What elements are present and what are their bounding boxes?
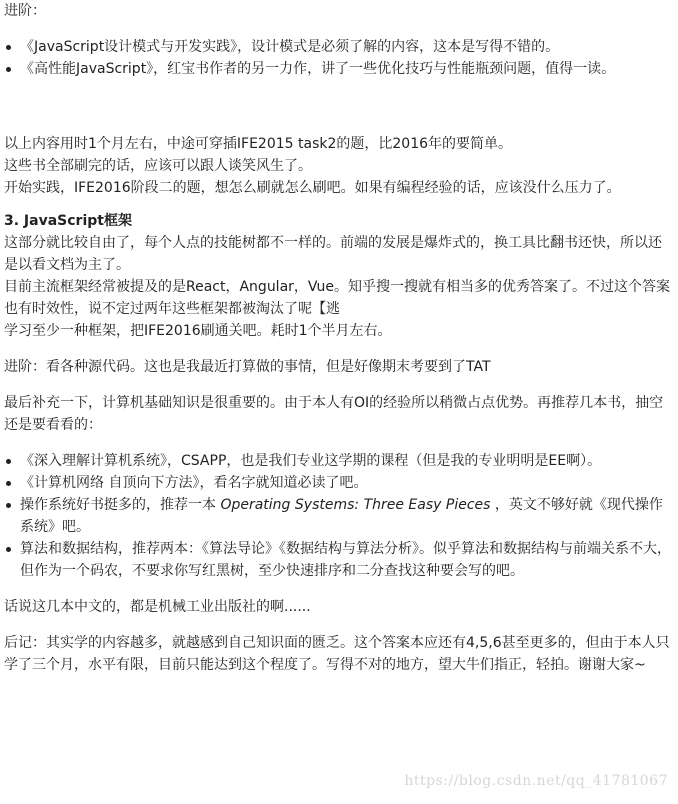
- paragraph: 进阶：看各种源代码。这也是我最近打算做的事情，但是好像期末考要到了TAT: [4, 359, 491, 375]
- spacer: [4, 378, 672, 392]
- paragraph: 话说这几本中文的，都是机械工业出版社的啊......: [4, 599, 311, 615]
- watermark: https://blog.csdn.net/qq_41781067: [404, 773, 668, 789]
- spacer: [4, 199, 672, 210]
- cs-book-list: [4, 450, 672, 582]
- spacer: [4, 618, 672, 632]
- list-item: 《高性能JavaScript》，红宝书作者的另一力作，讲了一些优化技巧与性能瓶颈问题，值得一读。: [4, 58, 672, 80]
- summary-line: 这些书全部刷完的话，应该可以跟人谈笑风生了。: [4, 158, 312, 174]
- advanced-book-list: [4, 36, 672, 80]
- list-item: 《JavaScript设计模式与开发实践》，设计模式是必须了解的内容，这本是写得不错的。: [4, 36, 672, 58]
- list-item: [4, 494, 672, 538]
- list-item-text: ，英文不够好就《现代操作系统》吧。: [20, 497, 663, 535]
- summary-line: 以上内容用时1个月左右，中途可穿插IFE2015 task2的题，比2016年的要简单。: [4, 136, 513, 152]
- list-item: 《计算机网络 自顶向下方法》，看名字就知道必读了吧。: [4, 472, 672, 494]
- spacer: [4, 436, 672, 450]
- afterword: 后记：其实学的内容越多，就越感到自己知识面的匮乏。这个答案本应还有4,5,6甚至更多的，但由于本人只学了三个月，水平有限，目前只能达到这个程度了。写得不对的地方，望大牛们指正，轻拍。谢谢大家~: [4, 635, 670, 673]
- section-heading: 3. JavaScript框架: [4, 213, 132, 229]
- spacer: [4, 22, 672, 36]
- advanced-label: 进阶：: [4, 3, 46, 19]
- list-item: 《深入理解计算机系统》，CSAPP，也是我们专业这学期的课程（但是我的专业明明是EE啊）。: [4, 450, 672, 472]
- list-item-text: 操作系统好书挺多的，推荐一本: [20, 497, 221, 513]
- spacer: [4, 80, 672, 133]
- paragraph: 最后补充一下，计算机基础知识是很重要的。由于本人有OI的经验所以稍微占点优势。再推荐几本书，抽空还是要看看的：: [4, 395, 664, 433]
- book-title: Operating Systems: Three Easy Pieces: [220, 497, 491, 513]
- list-item: 算法和数据结构，推荐两本：《算法导论》《数据结构与算法分析》。似乎算法和数据结构与前端关系不大，但作为一个码农，不要求你写红黑树，至少快速排序和二分查找这种要会写的吧。: [4, 538, 672, 582]
- spacer: [4, 582, 672, 596]
- article-body: [4, 0, 672, 676]
- summary-line: 开始实践，IFE2016阶段二的题，想怎么刷就怎么刷吧。如果有编程经验的话，应该没什么压力了。: [4, 180, 621, 196]
- paragraph: 学习至少一种框架，把IFE2016刷通关吧。耗时1个半月左右。: [4, 323, 392, 339]
- spacer: [4, 342, 672, 356]
- paragraph: 目前主流框架经常被提及的是React，Angular，Vue。知乎搜一搜就有相当多的优秀答案了。不过这个答案也有时效性，说不定过两年这些框架都被淘汰了呢【逃: [4, 279, 671, 317]
- paragraph: 这部分就比较自由了，每个人点的技能树都不一样的。前端的发展是爆炸式的，换工具比翻书还快，所以还是以看文档为主了。: [4, 235, 662, 273]
